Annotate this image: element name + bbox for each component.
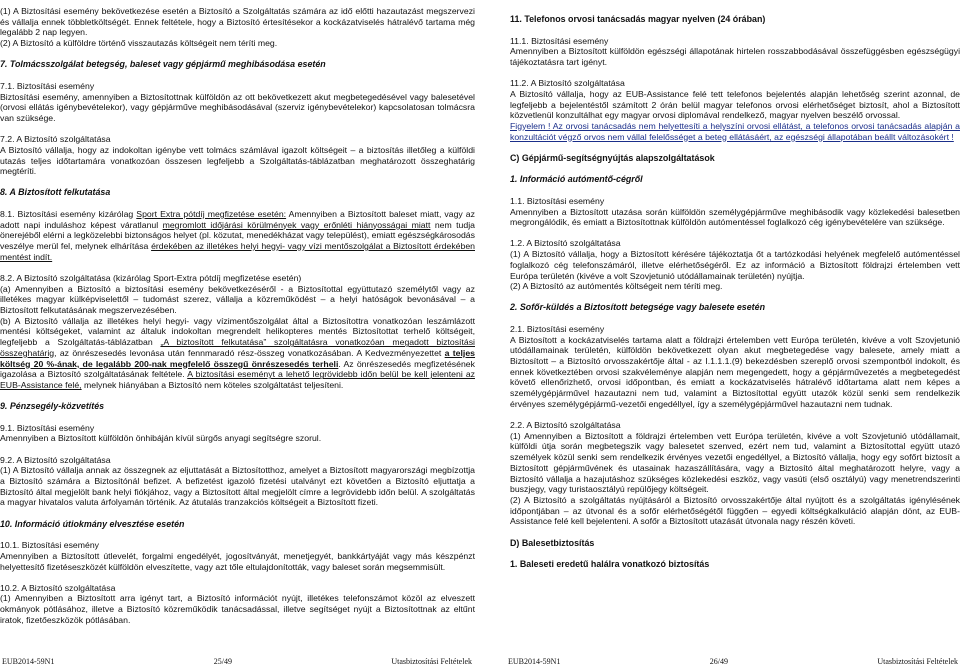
right-footer (508, 657, 958, 667)
section-7-heading: 7. Tolmácsszolgálat betegség, baleset vagy gépjármű meghibásodása esetén (0, 59, 326, 70)
section-9-2-title: 9.2. A Biztosító szolgáltatása (0, 454, 111, 465)
section-c2-1-text: A Biztosított a kockázatviselés tartama alatt a földrajzi értelemben vett Európa területén, kivéve a volt Szovjetunió utódállamainak területén, külföldön bekövetkezett olyan akut megbetegedése vagy balesete, amely miatt a Biztosított – a Biztosító orvosszakértője által - az I.1.1.1.(9) bekezdésben szereplő orvosi szempontból indokolt, és ennek következtében orvosi szakvéleménye alapján nem megengedett, hogy a gépjárművezetés a megbetegedést követő ellenőrizhető, orvosi időpontban, és emiatt a kockázatviselés hátralévő időtartama alatt nem képes a személygépjárművel hazautazni nem tud, valamint a Biztosítottal együtt utazók közül senki sem rendelkezik érvényes személygépjármű-vezetői engedéllyel, így a személygépjárművel hazautazni nem tudnak. (510, 334, 960, 409)
section-c2-1-title: 2.1. Biztosítási esemény (510, 323, 605, 334)
section-c1-2-text2: (2) A Biztosító az autómentés költségeit nem téríti meg. (510, 281, 723, 292)
section-c2-2-text: (1) Amennyiben a Biztosított a földrajzi értelemben vett Európa területén, kivéve a volt Szovjetunió utódállamait, külföldi útja során megbetegszik vagy balesetet szenved, ezért nem tud, valamint a Biztosítottal együtt utazó személyek közül senki sem rendelkezik érvényes vezetői engedéllyel, a Biztosító vállalja, hogy egy sofőrt biztosít a Biztosított gépjárművének és utasainak hazaszállítására, vagy a Biztosító által meghatározott helyre, vagy a Biztosító vállalja a hazajutáshoz szükséges közlekedési eszköz, vagy vasúti (első osztályú) vagy menetrendszerinti buszjegy, vagy turistaosztályú repülőjegy költségeit. (510, 430, 960, 495)
section-8-1-text (0, 209, 475, 263)
section-10-1-title: 10.1. Biztosítási esemény (0, 540, 99, 551)
left-page (0, 0, 475, 626)
section-c1-1-text: Amennyiben a Biztosított utazása során külföldön személygépjárműve meghibásodik vagy közlekedési balesetben megrongálódik, és emiatt a Biztosítottnak külföldön autómentéssel foglalkozó cég igénybevételére van szüksége. (510, 206, 960, 228)
section-c2-heading: 2. Sofőr-küldés a Biztosított betegsége vagy balesete esetén (510, 302, 765, 313)
section-9-2-text: (1) A Biztosító vállalja annak az összegnek az eljuttatását a Biztosítotthoz, amelyet a Biztosított magyarországi megbízottja a Biztosító számára a Biztosítónál befizet. A befizetést igazoló fizetési utalványt ezt követően a Biztosító eljuttatja a Biztosító által megjelölt bank helyi fiókjához, vagy a Biztosított által megjelölt címre a legrövidebb időn belül. A szolgáltatás a magyar hivatalos valuta árfolyamán történik. Az átutalás tranzakciós költségeit a Biztosított fizeti. (0, 465, 475, 508)
section-9-heading: 9. Pénzsegély-közvetítés (0, 401, 105, 412)
s82-c3: , az önrészesedés levonása után fennmaradó rész-összeg vonatkozásában. A Kedvezményezettet (54, 347, 445, 358)
section-8-2-b (0, 316, 475, 391)
s82-c6: A biztosítási eseményt a lehető legrövidebb időn belül be kell jelenteni az EUB-Assistance felé, (0, 369, 475, 390)
section-9-1-title: 9.1. Biztosítási esemény (0, 422, 95, 433)
left-footer-title: Utasbiztosítási Feltételek (391, 657, 472, 666)
s81-part-b: Amennyiben a Biztosított baleset miatt, vagy az adott napi induláshoz képest váratlanul (0, 208, 475, 230)
section-11-2-title: 11.2. A Biztosító szolgáltatása (510, 78, 625, 89)
section-10-heading: 10. Információ útiokmány elvesztése esetén (0, 518, 185, 529)
section-10-2-title: 10.2. A Biztosító szolgáltatása (0, 582, 116, 593)
s82-c5: . Az önrészesedés megfizetésének igazolása a Biztosító szolgáltatásának feltétele. (0, 358, 475, 380)
right-footer-code: EUB2014-59N1 (508, 657, 561, 666)
intro-paragraph-1: (1) A Biztosítási esemény bekövetkezése esetén a Biztosító a Szolgáltatás számára az idő előtti hazautazást megszervezi és vállalja ennek többletköltségét. Ennek feltétele, hogy a Biztosító értesítésekor a kockázatviselés hátralévő tartama még legalább 2 nap legyen. (0, 6, 475, 38)
section-11-1-title: 11.1. Biztosítási esemény (510, 35, 609, 46)
section-10-1-text: Amennyiben a Biztosított útlevelét, forgalmi engedélyét, jogosítványát, menetjegyét, bankkártyáját vagy más készpénzt helyettesítő fizetéseszközét külföldön elveszítette, vagy azt tőle eltulajdonították, vagy baleset során megsemmisült. (0, 550, 475, 572)
s81-rescue: érdekében az illetékes helyi hegyi- vagy vízi mentőszolgálat a Biztosított érdekében mentést indít. (0, 241, 475, 262)
section-7-1-text: Biztosítási esemény, amennyiben a Biztosítottnak külföldön az ott bekövetkezett akut megbetegedésével vagy balesetével (orvosi ellátás igénybevételekor), vagy gépjárműve meghibásodásával (szerviz igénybevételekor) kapcsolatosan tolmácsra van szüksége. (0, 91, 475, 123)
s81-sport-extra: Sport Extra pótdíj megfizetése esetén: (136, 208, 287, 219)
section-c1-heading: 1. Információ autómentő-cégről (510, 174, 643, 185)
left-footer-code: EUB2014-59N1 (2, 657, 55, 666)
right-page (508, 0, 960, 570)
section-d1-heading: 1. Baleseti eredetű halálra vonatkozó biztosítás (510, 559, 710, 570)
section-7-1-title: 7.1. Biztosítási esemény (0, 80, 95, 91)
right-footer-page: 26/49 (709, 657, 729, 666)
section-9-1-text: Amennyiben a Biztosított külföldön önhibáján kívül sürgős anyagi segítségre szorul. (0, 433, 322, 444)
section-11-1-text: Amennyiben a Biztosított külföldön egészségi állapotának hirtelen rosszabbodásával összefüggésben egészségügyi tájékoztatásra tart igényt. (510, 46, 960, 67)
section-c1-2-title: 1.2. A Biztosító szolgáltatása (510, 238, 621, 249)
right-footer-title: Utasbiztosítási Feltételek (877, 657, 958, 666)
section-c1-1-title: 1.1. Biztosítási esemény (510, 195, 605, 206)
s81-weather: megromlott időjárási körülmények vagy erőnléti hiányosságai miatt (162, 219, 431, 230)
section-11-2-text: A Biztosító vállalja, hogy az EUB-Assistance felé tett telefonos bejelentés alapján lehetőség szerint azonnal, de legfeljebb a bejelentéstől számított 2 órán belül magyar telefonos orvosi elérhetőséget biztosít, ahol a Biztosított közvetlenül konzultálhat egy magyar orvosi diplomával rendelkező, magyar nyelven beszélő orvossal. (510, 88, 960, 121)
section-8-heading: 8. A Biztosított felkutatása (0, 187, 111, 198)
section-d-heading: D) Balesetbiztosítás (510, 537, 595, 548)
section-c-heading: C) Gépjármű-segítségnyújtás alapszolgáltatások (510, 152, 715, 163)
left-footer (2, 657, 472, 667)
section-c2-2-text2: (2) A Biztosító a szolgáltatás nyújtásáról a Biztosító orvosszakértője által nyújtott és a szolgáltatás igénylésének időpontjában – az útvonal és a sofőr elérhetőségétől függően – egyedi költségkalkuláció alapján dönt, az EUB-Assistance felé kell bejelenteni. A sofőr a Biztosított utazását útvonala nagy részén követi. (510, 495, 960, 527)
section-7-2-title: 7.2. A Biztosító szolgáltatása (0, 134, 111, 145)
section-10-2-text: (1) Amennyiben a Biztosított arra igényt tart, a Biztosító információt nyújt, illetékes telefonszámot közöl az elveszett okmányok pótlásához, illetve a Biztosító közreműködik tanácsadással, illetve segítséget nyújt a Biztosítottnak az eltűnt iratok, fizetőeszközök pótlásában. (0, 593, 475, 625)
s82-c2: „A biztosított felkutatása” szolgáltatásra vonatkozóan megadott biztosítási összeghatárig (0, 337, 475, 358)
s82-c1: (b) A Biztosító vállalja az illetékes helyi hegyi- vagy vízimentőszolgálat által a Biztosítottra vonatkozóan leszámlázott mentési költségeket, valamint az általuk indokoltan megrendelt helikopteres mentés Biztosítottat terhelő költségeit, legfeljebb a Szolgáltatás-táblázatban (0, 315, 475, 348)
left-footer-page: 25/49 (213, 657, 233, 666)
section-c2-2-title: 2.2. A Biztosító szolgáltatása (510, 420, 621, 431)
s82-c7: melynek hiányában a Biztosító nem köteles szolgáltatást teljesíteni. (81, 379, 344, 390)
section-8-2-a: (a) Amennyiben a Biztosító a biztosítási esemény bekövetkezéséről - a Biztosítottal együttutazó személytől vagy az illetékes magyar külképviselettől – tudomást szerez, vállalja a közreműködést – a helyi hatóságok bevonásával – a Biztosított felkutatásának megszervezésében. (0, 283, 475, 316)
s82-c4: a teljes költség 20 %-ának, de legalább 200-nak megfelelő összegű önrészesedés terheli (0, 347, 476, 369)
section-c1-2-text: (1) A Biztosító vállalja, hogy a Biztosított kérésére tájékoztatja őt a tartózkodási helyének megfelelő autómentéssel foglalkozó cég telefonszámáról, illetve elérhetőségéről. Ez az információ a Biztosított földrajzi értelemben vett Európa területén (kivéve a volt Szovjetunió utódállamainak területén) nyújtja. (510, 249, 960, 281)
section-7-2-text: A Biztosító vállalja, hogy az indokoltan igénybe vett tolmács számlával igazolt költségeit – a biztosítás illetőleg a külföldi utazás teljes időtartamára vonatkozóan összesen legfeljebb a Szolgáltatás-táblázatban meghatározott összeghatárig megtéríti. (0, 144, 475, 177)
section-8-2-title: 8.2. A Biztosító szolgáltatása (kizárólag Sport-Extra pótdíj megfizetése esetén) (0, 272, 302, 283)
medical-advice-warning: Figyelem ! Az orvosi tanácsadás nem helyettesíti a helyszíni orvosi ellátást, a telefonos orvosi tanácsadás alapján a konzultációt végző orvos nem vállal felelősséget a beteg ellátásáért, az egészségi állapotában beállt változásokért ! (510, 120, 960, 142)
intro-paragraph-2: (2) A Biztosító a külföldre történő visszautazás költségeit nem téríti meg. (0, 38, 278, 49)
section-11-heading: 11. Telefonos orvosi tanácsadás magyar nyelven (24 órában) (510, 14, 766, 24)
s81-part-c: nem tudja önerejéből elérni a legközelebbi biztonságos helyet (pl. közutat, menedékházat vagy települést), emiatt egészségkárosodás veszélye merül fel, melynek elhárítása (0, 219, 475, 252)
s81-part-a: 8.1. Biztosítási esemény kizárólag (0, 208, 137, 219)
